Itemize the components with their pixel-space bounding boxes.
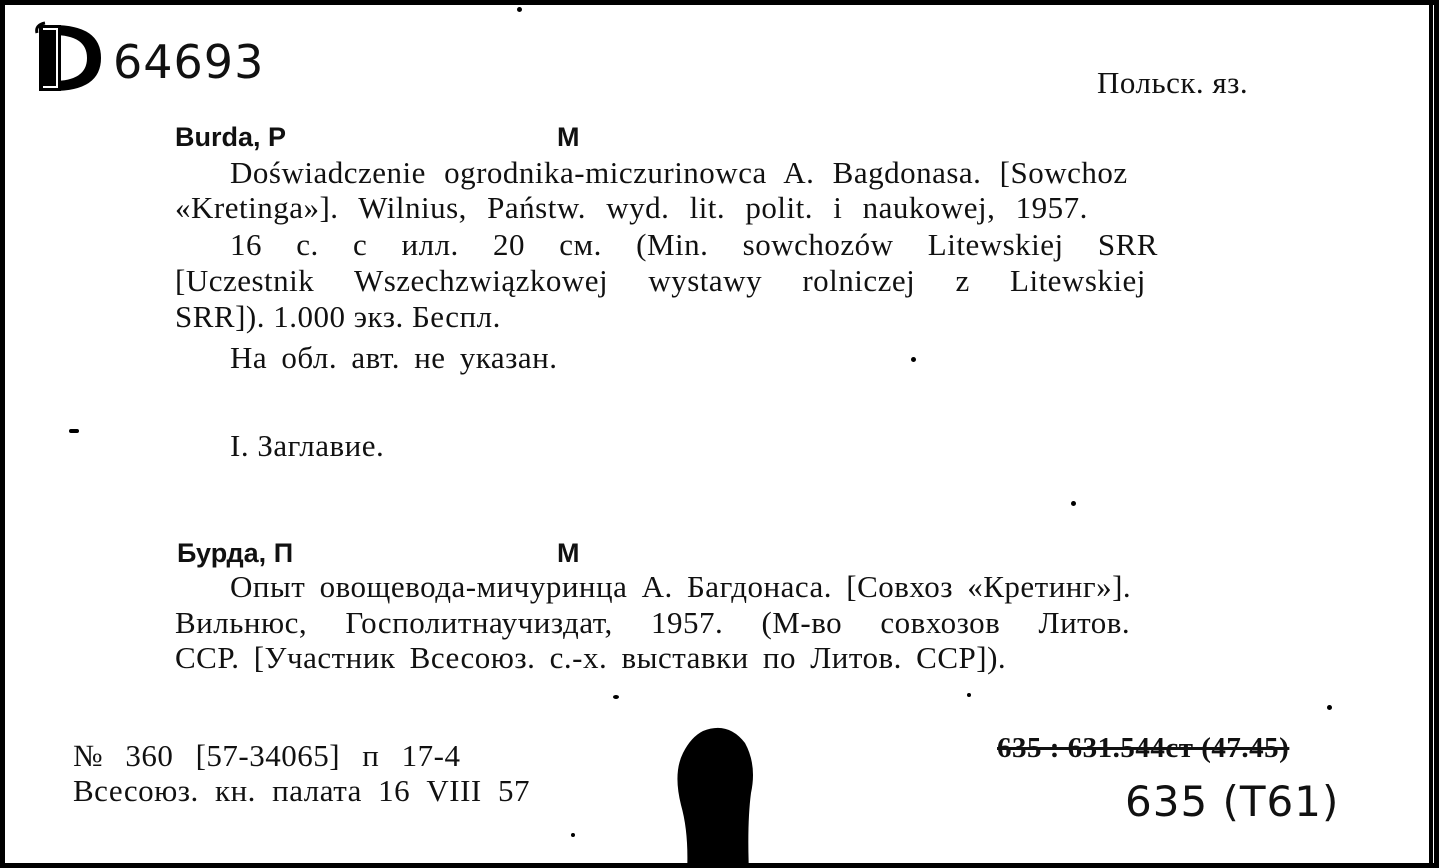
- speck: [911, 357, 916, 362]
- speck: [571, 833, 575, 837]
- polish-tracing: I. Заглавие.: [230, 428, 385, 463]
- speck: [613, 695, 619, 699]
- polish-line-6: На обл. авт. не указан.: [230, 340, 558, 375]
- polish-line-2: «Kretinga»]. Wilnius, Państw. wyd. lit. polit. i naukowej, 1957.: [175, 190, 1088, 225]
- classification-handwritten: 635 (Т61): [1125, 777, 1340, 826]
- polish-line-3: 16 с. с илл. 20 см. (Min. sowchozów Litewskiej SRR: [230, 227, 1158, 262]
- card-number: 64693: [113, 35, 265, 89]
- polish-author-initial: M: [557, 122, 580, 152]
- polish-line-5: SRR]). 1.000 экз. Беспл.: [175, 299, 501, 334]
- book-chamber-line: Всесоюз. кн. палата 16 VIII 57: [73, 773, 531, 808]
- speck: [1327, 705, 1332, 710]
- polish-author-name: Burda, P: [175, 122, 287, 152]
- russian-author-initial: М: [557, 538, 580, 568]
- card-edge: [1429, 5, 1433, 863]
- catalog-card: [2, 2, 1437, 866]
- speck: [517, 7, 522, 12]
- speck: [967, 693, 971, 697]
- russian-line-1: Опыт овощевода-мичуринца А. Багдонаса. [Совхоз «Кретинг»].: [230, 569, 1132, 604]
- polish-line-4: [Uczestnik Wszechzwiązkowej wystawy rolniczej z Litewskiej: [175, 263, 1146, 298]
- speck: [69, 429, 79, 433]
- record-number: № 360 [57-34065] п 17-4: [73, 738, 461, 773]
- russian-line-2: Вильнюс, Госполитнаучиздат, 1957. (М-во совхозов Литов.: [175, 605, 1131, 640]
- language-note: Польск. яз.: [1097, 65, 1249, 100]
- polish-line-1: Doświadczenie ogrodnika-miczurinowca A. Bagdonasa. [Sowchoz: [230, 155, 1128, 190]
- library-mark: [35, 19, 105, 97]
- speck: [1071, 501, 1076, 506]
- russian-line-3: ССР. [Участник Всесоюз. с.-х. выставки по Литов. ССР]).: [175, 640, 1007, 675]
- ink-blot: [673, 723, 763, 866]
- russian-author-name: Бурда, П: [177, 538, 294, 568]
- classification-struck: 635 : 631.544ст (47.45): [997, 732, 1290, 764]
